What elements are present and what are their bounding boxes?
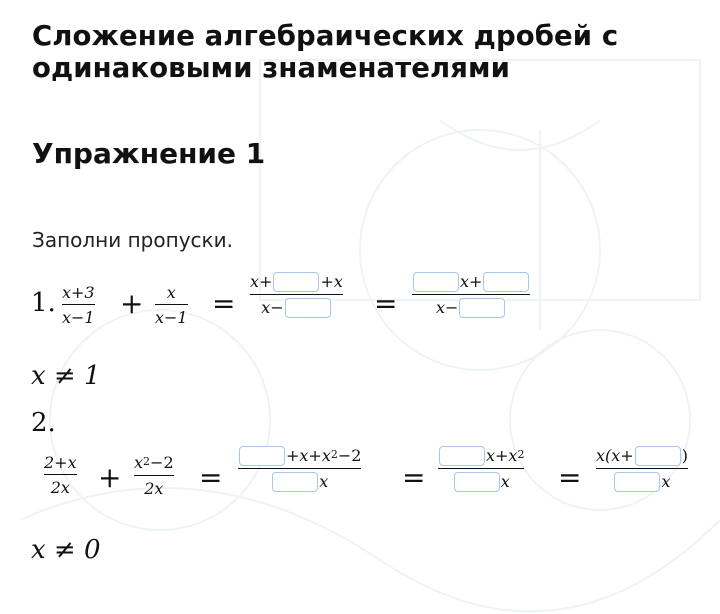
problem-2-fraction-5: [596, 446, 688, 492]
answer-blank-8[interactable]: [439, 446, 485, 466]
problem-2-fraction-5-denominator: [613, 472, 670, 492]
problem-1-fraction-1: [62, 283, 95, 327]
equals-sign: =: [402, 461, 426, 494]
fraction-bar: [250, 294, 343, 295]
answer-blank-7[interactable]: [272, 472, 318, 492]
problem-2-fraction-1: [44, 453, 77, 497]
numerator-text: +x: [320, 272, 343, 291]
problem-2-fraction-2-denominator: 2x: [144, 479, 164, 499]
answer-blank-1[interactable]: [273, 272, 319, 292]
equals-sign: =: [212, 287, 236, 320]
fraction-bar: [44, 474, 77, 475]
problem-2-fraction-2: [134, 453, 174, 498]
answer-blank-3[interactable]: [413, 272, 459, 292]
numerator-text: x+: [460, 272, 483, 291]
fraction-bar: [238, 468, 361, 469]
answer-blank-4[interactable]: [483, 272, 529, 292]
equals-sign: =: [374, 287, 398, 320]
numerator-text: +x+x: [286, 446, 331, 465]
numerator-text: x(x+: [596, 446, 634, 465]
plus-sign: +: [120, 287, 144, 320]
denominator-text: x: [319, 472, 329, 492]
problem-2-fraction-4-denominator: [453, 472, 510, 492]
answer-blank-5[interactable]: [459, 298, 505, 318]
problem-2-fraction-1-numerator: 2+x: [44, 453, 77, 472]
problem-1-fraction-4: [412, 272, 530, 318]
problem-1-fraction-2-denominator: x−1: [155, 308, 188, 328]
denominator-text: x−: [261, 298, 284, 318]
fraction-bar: [155, 304, 188, 305]
problem-2-condition: x ≠ 0: [31, 535, 101, 565]
page-title: Сложение алгебраических дробей с одинаковыми знаменателями: [32, 20, 619, 84]
numerator-text: −2: [337, 446, 362, 465]
problem-2-fraction-4-numerator: x+x $^2$: [438, 446, 524, 466]
problem-1-condition: x ≠ 1: [31, 361, 101, 391]
fraction-bar: [596, 468, 688, 469]
problem-1-fraction-1-denominator: x−1: [62, 308, 95, 328]
problem-2-fraction-1-denominator: 2x: [50, 478, 70, 498]
fraction-bar: [412, 294, 530, 295]
problem-2-fraction-2-numerator: x $^2$ −2: [134, 453, 174, 472]
problem-2-fraction-4: [438, 446, 524, 492]
problem-1-fraction-4-denominator: [436, 298, 506, 318]
instruction-text: Заполни пропуски.: [32, 228, 233, 252]
equals-sign: =: [199, 461, 223, 494]
problem-2-number: 2.: [31, 408, 56, 438]
fraction-bar: [134, 475, 174, 476]
denominator-text: x: [500, 472, 510, 492]
problem-1-fraction-4-numerator: [412, 272, 530, 292]
numerator-text: −2: [150, 453, 174, 472]
problem-1-fraction-3-denominator: [261, 298, 331, 318]
problem-2-fraction-5-numerator: [596, 446, 688, 466]
numerator-text: x+x: [486, 446, 518, 465]
problem-1-fraction-2-numerator: x: [166, 283, 176, 302]
numerator-text: x+: [250, 272, 273, 291]
plus-sign: +: [98, 461, 122, 494]
numerator-text: ): [681, 446, 688, 465]
numerator-text: x: [134, 453, 144, 472]
answer-blank-2[interactable]: [285, 298, 331, 318]
fraction-bar: [438, 468, 524, 469]
problem-1-number: 1.: [31, 288, 56, 318]
answer-blank-10[interactable]: [635, 446, 681, 466]
answer-blank-11[interactable]: [614, 472, 660, 492]
denominator-text: x−: [436, 298, 459, 318]
problem-2-fraction-3: [238, 446, 361, 492]
problem-1-fraction-3-numerator: [250, 272, 343, 292]
equals-sign: =: [558, 461, 582, 494]
denominator-text: x: [661, 472, 671, 492]
problem-1-fraction-2: [155, 283, 188, 327]
exercise-title: Упражнение 1: [32, 137, 266, 170]
fraction-bar: [62, 304, 95, 305]
problem-1-fraction-3: [250, 272, 343, 318]
problem-2-fraction-3-numerator: +x+x $^2$ −2: [238, 446, 361, 466]
answer-blank-9[interactable]: [454, 472, 500, 492]
answer-blank-6[interactable]: [239, 446, 285, 466]
problem-1-fraction-1-numerator: x+3: [62, 283, 95, 302]
problem-2-fraction-3-denominator: [271, 472, 328, 492]
